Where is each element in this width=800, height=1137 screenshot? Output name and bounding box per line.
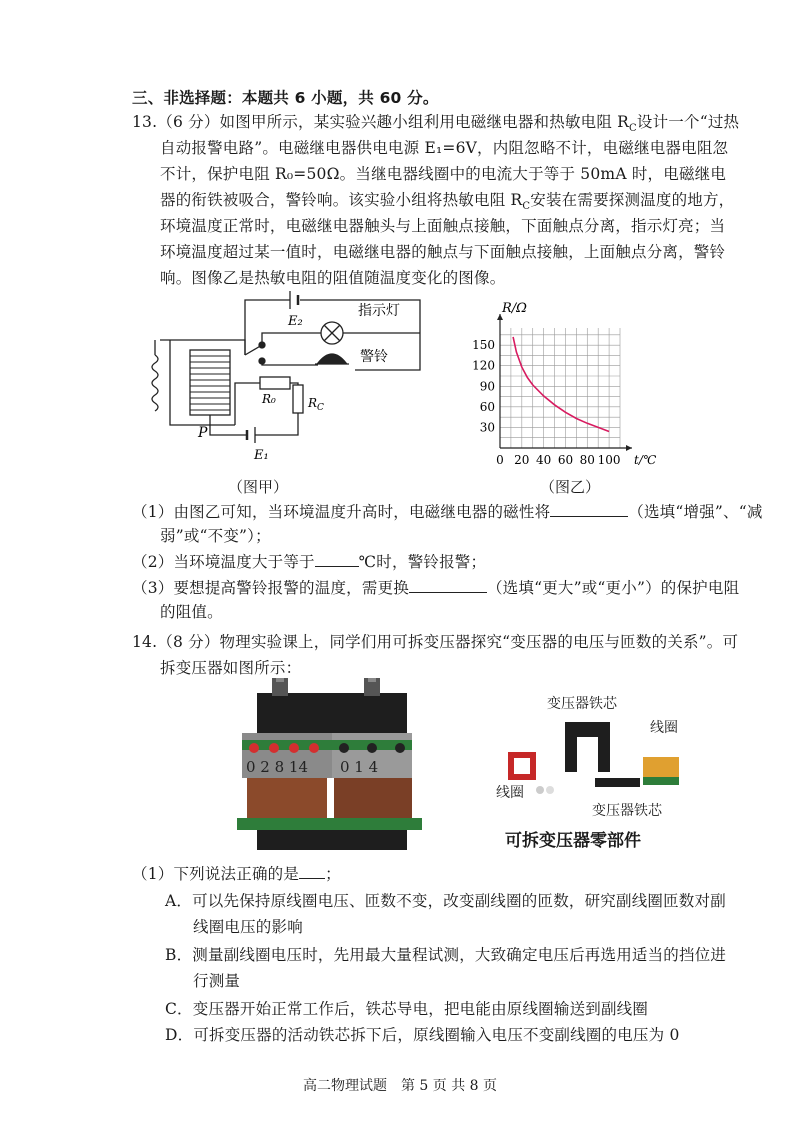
- x-tick-label: 80: [579, 453, 595, 467]
- y-axis-label: R/Ω: [502, 301, 527, 316]
- option-a-cont: 线圈电压的影响: [193, 918, 303, 936]
- q13-sub3-line-1: （3）要想提高警铃报警的温度，需更换 （选填“更大”或“更小”）的保护电阻: [132, 579, 740, 597]
- y-tick-label: 150: [472, 338, 495, 353]
- answer-blank-4[interactable]: [299, 863, 325, 879]
- circuit-diagram: [150, 285, 440, 465]
- q13-line-1: 13.（6 分）如图甲所示，某实验兴趣小组利用电磁继电器和热敏电阻 $R_C$设计一个“过热: [132, 113, 740, 135]
- page-footer: 高二物理试题 第 5 页 共 8 页: [302, 1078, 498, 1094]
- left-terminal-numbers: 0 2 8 14: [246, 758, 309, 776]
- x-tick-label: 100: [597, 453, 621, 467]
- label-p: P: [198, 425, 208, 441]
- q13-line-2: 自动报警电路”。电磁继电器供电电源 E₁=6V，内阻忽略不计，电磁继电器电阻忽: [160, 139, 729, 157]
- label-r0: R₀: [262, 392, 276, 406]
- q14-line-1: 14.（8 分）物理实验课上，同学们用可拆变压器探究“变压器的电压与匝数的关系”。可: [132, 633, 739, 651]
- q13-line-5: 环境温度正常时，电磁继电器触头与上面触点接触，下面触点分离，指示灯亮；当: [160, 217, 726, 235]
- option-b-cont: 行测量: [193, 972, 241, 990]
- answer-blank-3[interactable]: [409, 577, 487, 593]
- label-alarm-bell: 警铃: [360, 349, 388, 365]
- option-a[interactable]: A．可以先保持原线圈电压、匝数不变，改变副线圈的匝数，研究副线圈匝数对副: [165, 892, 726, 910]
- label-e2: E₂: [288, 314, 303, 329]
- caption-fig-jia: （图甲）: [228, 478, 289, 496]
- q13-sub1-line-2: 弱”或“不变”）；: [160, 527, 271, 545]
- x-axis-arrow: [626, 445, 632, 451]
- x-tick-label: 60: [557, 453, 574, 467]
- q13-sub3-line-2: 的阻值。: [160, 603, 223, 621]
- label-e1: E₁: [254, 448, 269, 463]
- option-c[interactable]: C．变压器开始正常工作后，铁芯导电，把电能由原线圈输送到副线圈: [165, 1000, 649, 1018]
- label-indicator-lamp: 指示灯: [358, 303, 400, 319]
- x-axis-label: t/℃: [634, 453, 657, 467]
- answer-blank-2[interactable]: [315, 551, 359, 567]
- q14-sub1: （1）下列说法正确的是 ；: [132, 865, 341, 883]
- q13-line-7: 响。图像乙是热敏电阻的阻值随温度变化的图像。: [160, 269, 506, 287]
- transformer-photo: [232, 678, 432, 853]
- x-tick-label: 40: [535, 453, 552, 467]
- y-tick-label: 30: [479, 420, 495, 435]
- y-tick-label: 120: [472, 358, 495, 373]
- q13-sub1-line-1: （1）由图乙可知，当环境温度升高时，电磁继电器的磁性将 （选填“增强”、“减: [132, 503, 763, 521]
- q13-sub2: （2）当环境温度大于等于 ℃时，警铃报警；: [132, 553, 487, 571]
- x-tick-label: 0: [496, 453, 504, 467]
- answer-blank-1[interactable]: [550, 501, 628, 517]
- y-tick-label: 60: [479, 399, 495, 414]
- right-terminal-numbers: 0 1 4: [340, 758, 379, 776]
- q13-line-4: 器的衔铁被吸合，警铃响。该实验小组将热敏电阻 $R_C$安装在需要探测温度的地方，: [160, 191, 735, 213]
- y-tick-label: 90: [479, 379, 495, 394]
- label-coil-right: 线圈: [650, 720, 678, 736]
- section-heading: 三、非选择题：本题共 6 小题，共 60 分。: [132, 89, 439, 107]
- x-tick-label: 20: [514, 453, 530, 467]
- label-rc: $R_C$: [308, 396, 324, 413]
- label-core-bottom: 变压器铁芯: [592, 803, 662, 819]
- q13-line-6: 环境温度超过某一值时，电磁继电器的触点与下面触点接触，上面触点分离，警铃: [160, 243, 726, 261]
- caption-fig-yi: （图乙）: [540, 478, 601, 496]
- label-core-top: 变压器铁芯: [547, 696, 617, 712]
- option-d[interactable]: D．可拆变压器的活动铁芯拆下后，原线圈输入电压不变副线圈的电压为 0: [165, 1026, 680, 1044]
- q14-line-2: 拆变压器如图所示：: [160, 659, 302, 677]
- parts-title: 可拆变压器零部件: [505, 831, 641, 851]
- resistance-temperature-chart: [470, 300, 670, 475]
- label-coil-left: 线圈: [496, 785, 524, 801]
- q13-line-3: 不计，保护电阻 R₀=50Ω。当继电器线圈中的电流大于等于 50mA 时，电磁继电: [160, 165, 727, 183]
- option-b[interactable]: B．测量副线圈电压时，先用最大量程试测，大致确定电压后再选用适当的挡位进: [165, 946, 727, 964]
